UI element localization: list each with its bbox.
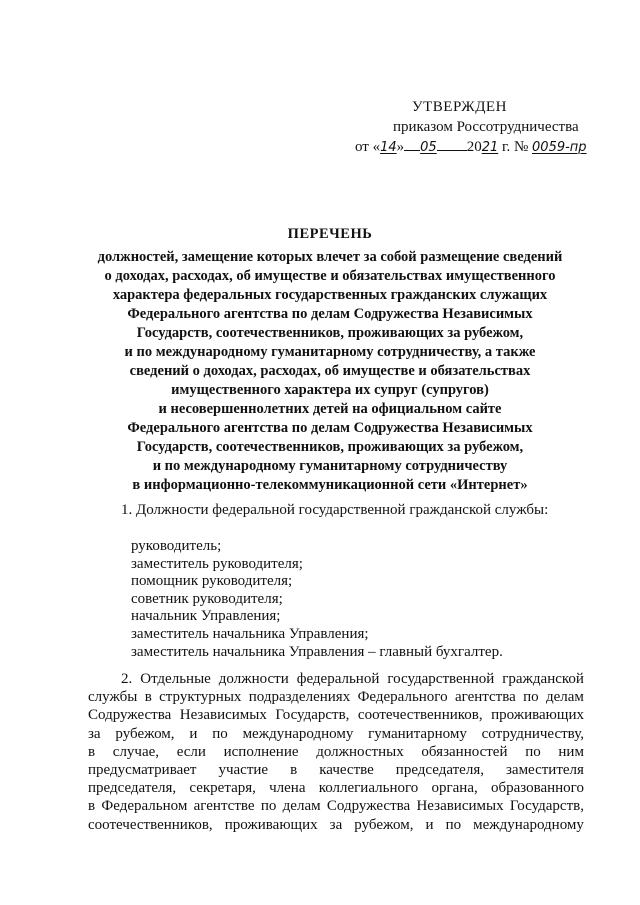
paragraph-line bbox=[88, 743, 584, 761]
heading-line: сведений о доходах, расходах, об имуществе и обязательствах bbox=[129, 363, 531, 379]
word: гражданской bbox=[502, 671, 584, 687]
word: за bbox=[329, 816, 343, 833]
heading-line: и несовершеннолетних детей на официальном сайте bbox=[158, 401, 502, 417]
word: структурных bbox=[159, 689, 242, 706]
word: Государств, bbox=[275, 707, 350, 724]
paragraph-line bbox=[88, 670, 584, 688]
list-item: заместитель начальника Управления; bbox=[131, 625, 369, 642]
word: подразделениях bbox=[248, 689, 351, 706]
word: по bbox=[212, 725, 228, 742]
heading-line: Государств, соотечественников, проживающих за рубежом, bbox=[136, 439, 524, 455]
word: международному bbox=[473, 816, 584, 833]
word: Содружества bbox=[88, 707, 172, 724]
word: в bbox=[144, 689, 152, 706]
word: за bbox=[88, 725, 101, 742]
word: органа, bbox=[431, 780, 478, 797]
word: образованного bbox=[490, 780, 584, 797]
word: по bbox=[523, 689, 539, 706]
paragraph-line bbox=[88, 797, 584, 815]
word: соотечественников, bbox=[357, 707, 483, 724]
word: председателя, bbox=[88, 780, 177, 797]
handwritten-day: 14 bbox=[380, 140, 397, 155]
word: агентстве bbox=[193, 798, 255, 815]
paragraph-line bbox=[88, 761, 584, 779]
section-2-paragraph bbox=[88, 670, 584, 834]
number-prefix: г. № bbox=[498, 139, 533, 155]
word: в bbox=[88, 798, 96, 815]
word: участие bbox=[218, 762, 269, 779]
word: гуманитарному bbox=[368, 725, 467, 742]
word: делам bbox=[546, 689, 584, 706]
word: Государств, bbox=[509, 798, 584, 815]
word: агентства bbox=[454, 689, 516, 706]
word: и bbox=[189, 725, 198, 742]
word: предусматривает bbox=[88, 762, 197, 779]
word: Независимых bbox=[179, 707, 267, 724]
word: Независимых bbox=[416, 798, 504, 815]
order-date-line bbox=[355, 137, 625, 158]
heading-line: должностей, замещение которых влечет за собой размещение сведений bbox=[97, 249, 563, 265]
word: службы bbox=[88, 689, 138, 706]
paragraph-line bbox=[88, 779, 584, 797]
heading-line: Федерального агентства по делам Содружества Независимых bbox=[127, 306, 533, 322]
word: Федеральном bbox=[101, 798, 188, 815]
word: обязанностей bbox=[421, 743, 508, 760]
word: Содружества bbox=[326, 798, 411, 815]
handwritten-order-number: 0059-пр bbox=[532, 140, 587, 155]
heading-line: и по международному гуманитарному сотрудничеству, а также bbox=[124, 344, 536, 360]
word: члена bbox=[269, 780, 306, 797]
word: коллегиального bbox=[318, 780, 419, 797]
word: соотечественников, bbox=[88, 816, 213, 833]
word: сотрудничеству, bbox=[481, 725, 584, 742]
month-year-gap bbox=[437, 137, 467, 151]
heading-line: и по международному гуманитарному сотрудничеству bbox=[152, 458, 508, 474]
word: проживающих bbox=[491, 707, 584, 724]
date-quote-close: » bbox=[396, 139, 405, 155]
paragraph-line bbox=[88, 688, 584, 706]
word: 2. bbox=[121, 671, 133, 687]
word: делам bbox=[282, 798, 321, 815]
word: должности bbox=[218, 671, 289, 687]
word: Федерального bbox=[357, 689, 448, 706]
word: в bbox=[88, 743, 96, 760]
year-prefix: 20 bbox=[466, 139, 482, 155]
approval-stamp bbox=[355, 97, 625, 158]
document-heading bbox=[60, 225, 600, 495]
word: государственной bbox=[387, 671, 495, 687]
list-item: советник руководителя; bbox=[131, 590, 283, 607]
word: международному bbox=[242, 725, 354, 742]
list-item: заместитель руководителя; bbox=[131, 555, 303, 572]
word: рубежом, bbox=[115, 725, 175, 742]
handwritten-year: 21 bbox=[481, 140, 499, 155]
paragraph-line bbox=[88, 725, 584, 743]
heading-line: о доходах, расходах, об имуществе и обязательствах имущественного bbox=[104, 268, 556, 284]
word: случае, bbox=[112, 743, 160, 760]
handwritten-month: 05 bbox=[420, 140, 437, 155]
list-item: начальник Управления; bbox=[131, 608, 281, 625]
day-month-gap bbox=[404, 137, 420, 151]
word: рубежом, bbox=[354, 816, 414, 833]
word: качестве bbox=[319, 762, 374, 779]
word: проживающих bbox=[224, 816, 318, 833]
paragraph-line bbox=[88, 816, 584, 834]
word: ним bbox=[558, 743, 584, 760]
paragraph-line bbox=[88, 706, 584, 724]
heading-line: Государств, соотечественников, проживающих за рубежом, bbox=[136, 325, 524, 341]
word: председателя, bbox=[395, 762, 484, 779]
positions-list bbox=[131, 538, 503, 661]
heading-line: характера федеральных государственных гражданских служащих bbox=[112, 287, 548, 303]
word: Отдельные bbox=[140, 671, 211, 687]
list-item: заместитель начальника Управления – главный бухгалтер. bbox=[131, 643, 503, 660]
word: должностных bbox=[316, 743, 404, 760]
word: если bbox=[176, 743, 206, 760]
word: по bbox=[260, 798, 277, 815]
word: секретаря, bbox=[189, 780, 256, 797]
heading-title: ПЕРЕЧЕНЬ bbox=[287, 226, 373, 242]
approved-title: УТВЕРЖДЕН bbox=[412, 99, 507, 115]
list-item: руководитель; bbox=[131, 538, 222, 554]
word: в bbox=[290, 762, 298, 779]
heading-line: в информационно-телекоммуникационной сети «Интернет» bbox=[132, 477, 528, 493]
word: федеральной bbox=[296, 671, 380, 687]
word: исполнение bbox=[223, 743, 299, 760]
word: по bbox=[445, 816, 462, 833]
heading-line: имущественного характера их супруг (супругов) bbox=[171, 382, 489, 398]
heading-line: Федерального агентства по делам Содружества Независимых bbox=[127, 420, 533, 436]
list-item: помощник руководителя; bbox=[131, 573, 293, 590]
word: и bbox=[425, 816, 434, 833]
section-1-title: 1. Должности федеральной государственной гражданской службы: bbox=[121, 502, 549, 518]
word: заместителя bbox=[505, 762, 584, 779]
date-prefix: от « bbox=[355, 139, 381, 155]
word: по bbox=[525, 743, 541, 760]
order-reference: приказом Россотрудничества bbox=[393, 119, 579, 135]
